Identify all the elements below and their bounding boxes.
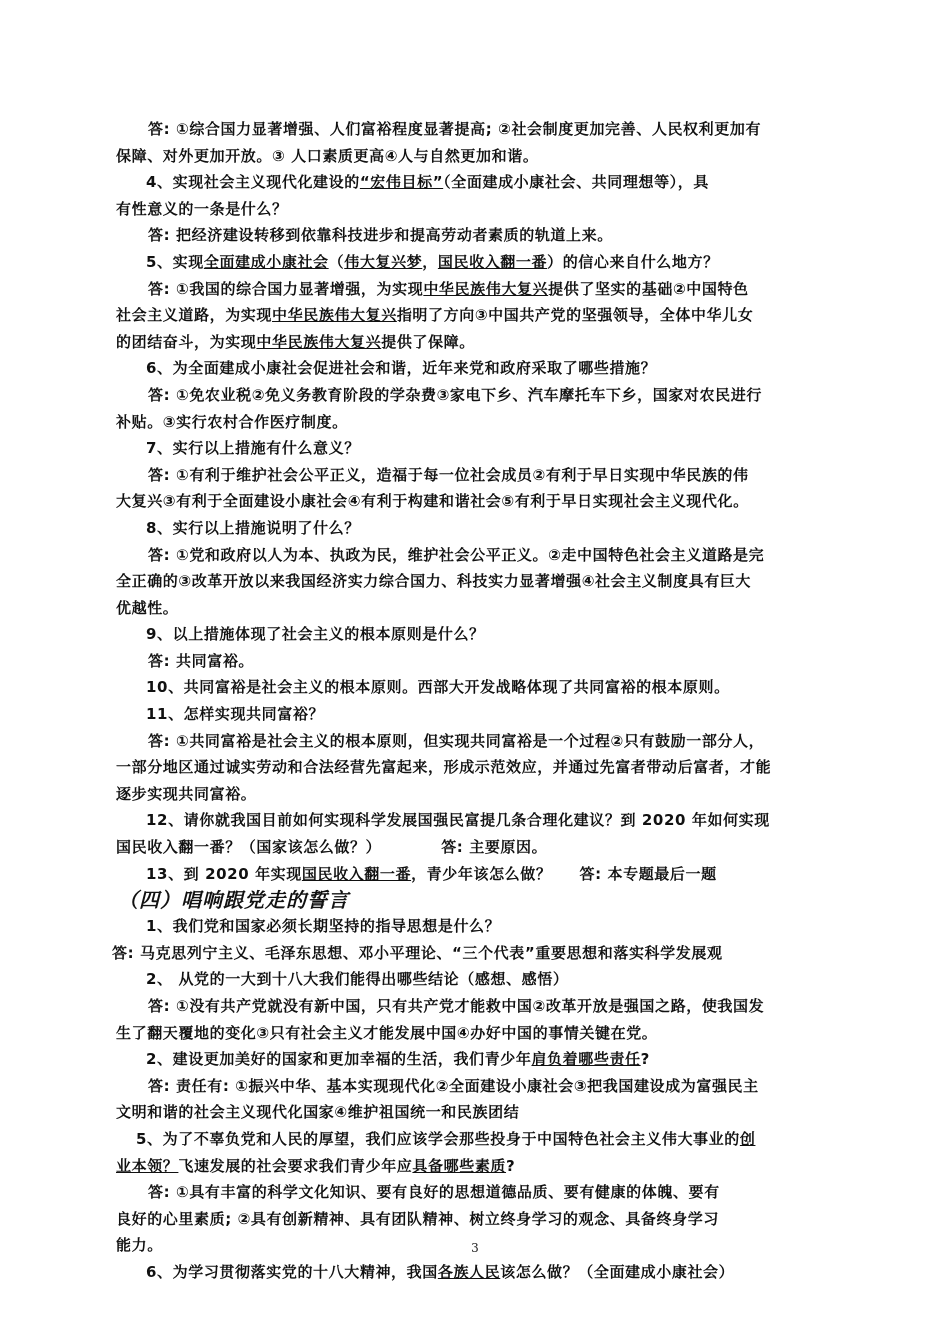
- section-4-question-5-line-1: [116, 1126, 838, 1153]
- question-12-line-1: 12、请你就我国目前如何实现科学发展国强民富提几条合理化建议？到 2020 年如何实现: [146, 811, 770, 830]
- text-run: 国民收入翻一番？（国家该怎么做？）: [116, 838, 382, 857]
- section-4-question-5-line-2: [116, 1153, 838, 1180]
- section-4-answer-2-line-2: 生了翻天覆地的变化③只有社会主义才能发展中国④办好中国的事情关键在党。: [116, 1023, 658, 1042]
- question-4-line-2: 有性意义的一条是什么？: [116, 199, 288, 218]
- text-run: 指明了方向③中国共产党的坚强领导，全体中华儿女: [396, 306, 754, 325]
- text-run: 社会主义道路，为实现: [116, 306, 273, 325]
- question-12-line-2: [116, 834, 838, 861]
- text-run: 5、实现: [146, 252, 204, 271]
- text-run: ?: [506, 1156, 516, 1175]
- underlined-text: 业本领？: [116, 1156, 179, 1175]
- text-run: 4、实现社会主义现代化建设的: [146, 173, 360, 192]
- underlined-text: 中华民族伟大复兴: [272, 306, 397, 325]
- text-run: 答: 本专题最后一题: [579, 864, 717, 883]
- text-run: 13、到 2020 年实现: [146, 864, 302, 883]
- page-body: [112, 116, 838, 1286]
- section-4-answer-5-line-2: 良好的心里素质; ②具有创新精神、具有团队精神、树立终身学习的观念、具备终身学习: [116, 1209, 719, 1228]
- text-run: ，青少年该怎么做？: [411, 864, 552, 883]
- answer-8-line-3: 优越性。: [116, 598, 179, 617]
- underlined-text: 各族人民: [437, 1262, 501, 1281]
- text-run: 提供了坚实的基础②中国特色: [548, 279, 749, 298]
- answer-8-line-1: 答: ①党和政府以人为本、执政为民，维护社会公平正义。②走中国特色社会主义道路是完: [148, 545, 765, 564]
- section-4-answer-1: 答: 马克思列宁主义、毛泽东思想、邓小平理论、“三个代表”重要思想和落实科学发展观: [112, 943, 723, 962]
- question-13: [116, 861, 838, 888]
- answer-8-line-2: 全正确的③改革开放以来我国经济实力综合国力、科技实力显著增强④社会主义制度具有巨大: [116, 572, 752, 591]
- underlined-text: “宏伟目标”: [359, 173, 444, 192]
- answer-11-line-2: 一部分地区通过诚实劳动和合法经营先富起来，形成示范效应，并通过先富者带动后富者，才能: [116, 758, 772, 777]
- text-run: 飞速发展的社会要求我们青少年应: [178, 1156, 413, 1175]
- underlined-text: 伟大复兴梦: [344, 252, 423, 271]
- question-11: 11、怎样实现共同富裕？: [146, 705, 325, 724]
- underlined-text: 国民收入翻一番: [437, 252, 548, 271]
- text-run: 2、建设更加美好的国家和更加幸福的生活，我们青少年: [146, 1050, 532, 1069]
- section-4-answer-5-line-1: 答: ①具有丰富的科学文化知识、要有良好的思想道德品质、要有健康的体魄、要有: [148, 1183, 720, 1202]
- question-7: 7、实行以上措施有什么意义？: [146, 439, 360, 458]
- answer-7-line-2: 大复兴③有利于全面建设小康社会④有利于构建和谐社会⑤有利于早日实现社会主义现代化。: [116, 492, 749, 511]
- text-run: 提供了保障。: [381, 332, 475, 351]
- answer-6-line-2: 补贴。③实行农村合作医疗制度。: [116, 412, 348, 431]
- text-run: 答: ①我国的综合国力显著增强，为实现: [148, 279, 424, 298]
- answer-3-line-2: 保障、对外更加开放。③ 人口素质更高④人与自然更加和谐。: [116, 146, 539, 165]
- underlined-text: 全面建成小康社会: [203, 252, 329, 271]
- text-run: 答: 主要原因。: [441, 838, 548, 857]
- section-4-answer-3-line-1: 答: 责任有: ①振兴中华、基本实现现代化②全面建设小康社会③把我国建设成为富强民主: [148, 1076, 759, 1095]
- answer-11-line-3: 逐步实现共同富裕。: [116, 784, 257, 803]
- page-number: 3: [471, 1241, 479, 1255]
- question-6: 6、为全面建成小康社会促进社会和谐，近年来党和政府采取了哪些措施？: [146, 359, 657, 378]
- answer-5-line-2: [116, 302, 838, 329]
- question-9: 9、以上措施体现了社会主义的根本原则是什么？: [146, 625, 485, 644]
- answer-4: 答: 把经济建设转移到依靠科技进步和提高劳动者素质的轨道上来。: [148, 226, 613, 245]
- section-4-answer-2-line-1: 答: ①没有共产党就没有新中国，只有共产党才能救中国②改革开放是强国之路，使我国发: [148, 997, 765, 1015]
- text-run: ）的信心来自什么地方？: [547, 252, 719, 271]
- answer-7-line-1: 答: ①有利于维护社会公平正义，造福于每一位社会成员②有利于早日实现中华民族的伟: [148, 465, 749, 484]
- answer-3-line-1: 答: ①综合国力显著增强、人们富裕程度显著提高; ②社会制度更加完善、人民权利更加有: [148, 120, 762, 138]
- text-run: 5、为了不辜负党和人民的厚望，我们应该学会那些投身于中国特色社会主义伟大事业的: [136, 1129, 740, 1148]
- underlined-text: 中华民族伟大复兴: [423, 279, 549, 298]
- answer-5-line-1: [116, 276, 838, 303]
- text-run: （: [328, 252, 345, 271]
- answer-9: 答: 共同富裕。: [148, 651, 255, 670]
- underlined-text: 肩负着哪些责任: [531, 1050, 641, 1069]
- answer-6-line-1: 答: ①免农业税②免义务教育阶段的学杂费③家电下乡、汽车摩托车下乡，国家对农民进行: [148, 385, 762, 404]
- section-4-question-1: 1、我们党和国家必须长期坚持的指导思想是什么？: [146, 917, 501, 936]
- question-5: [116, 249, 838, 276]
- text-run: 6、为学习贯彻落实党的十八大精神，我国: [146, 1262, 438, 1281]
- text-run: ?: [640, 1050, 650, 1069]
- text-run: 的团结奋斗，为实现: [116, 332, 257, 351]
- text-run: ，: [422, 252, 438, 271]
- section-4-answer-3-line-2: 文明和谐的社会主义现代化国家④维护祖国统一和民族团结: [116, 1103, 520, 1122]
- section-4-question-6: [116, 1259, 838, 1286]
- text-run: （全面建成小康社会、共同理想等），具: [443, 173, 709, 192]
- answer-5-line-3: [116, 329, 838, 356]
- section-4-question-3: [116, 1046, 838, 1073]
- statement-10: 10、共同富裕是社会主义的根本原则。西部大开发战略体现了共同富裕的根本原则。: [146, 678, 730, 697]
- text-run: 该怎么做？（全面建成小康社会）: [500, 1262, 735, 1281]
- answer-11-line-1: 答: ①共同富裕是社会主义的根本原则，但实现共同富裕是一个过程②只有鼓励一部分人，: [148, 731, 765, 750]
- section-4-answer-5-line-3: 能力。: [116, 1236, 163, 1255]
- question-4: [116, 169, 838, 196]
- underlined-text: 具备哪些素质: [412, 1156, 507, 1175]
- question-8: 8、实行以上措施说明了什么？: [146, 518, 360, 537]
- underlined-text: 中华民族伟大复兴: [256, 332, 382, 351]
- underlined-text: 创: [739, 1129, 756, 1148]
- section-heading-4: （四）唱响跟党走的誓言: [118, 888, 349, 913]
- underlined-text: 国民收入翻一番: [301, 864, 412, 883]
- section-4-question-2: 2、 从党的一大到十八大我们能得出哪些结论（感想、感悟）: [146, 970, 569, 989]
